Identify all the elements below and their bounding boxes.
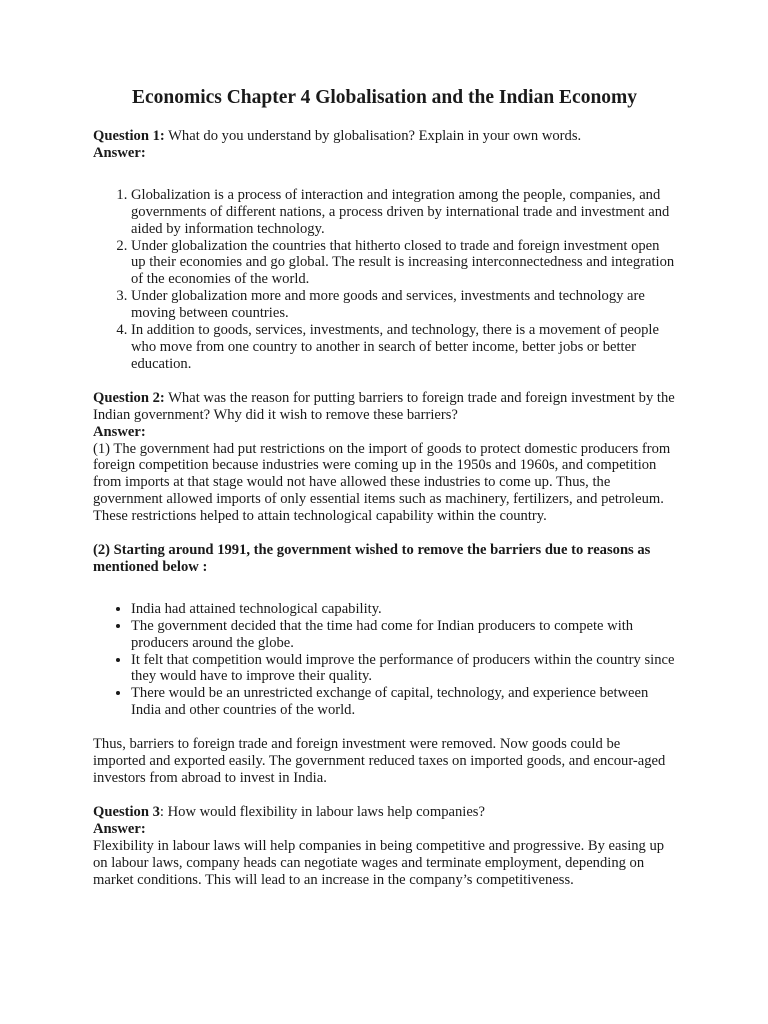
question-2-prompt: [93, 390, 676, 424]
question-3: [93, 804, 676, 889]
question-2-subheading: (2) Starting around 1991, the government wished to remove the barriers due to reasons as mentioned below :: [93, 542, 651, 575]
question-2-label: Question 2:: [93, 389, 165, 406]
list-item: 4. In addition to goods, services, investments, and technology, there is a movement of people who move from one country to another in search of better income, better jobs or better education.: [131, 322, 676, 373]
question-1-answer-list: [93, 187, 676, 373]
list-item: • The government decided that the time had come for Indian producers to compete with producers around the globe.: [131, 618, 676, 652]
question-1-text: What do you understand by globalisation? Explain in your own words.: [164, 128, 582, 144]
question-1: [93, 128, 676, 373]
question-2-part-2: [93, 542, 676, 719]
question-2-conclusion: Thus, barriers to foreign trade and foreign investment were removed. Now goods could be imported and exported easily. The government reduced taxes on imported goods, and encour-aged investors from abroad to invest in India.: [93, 736, 666, 786]
question-2-answer-para-1: (1) The government had put restrictions on the import of goods to protect domestic producers from foreign competition because industries were coming up in the 1950s and 1960s, and competition from imports at that stage would not have allowed these industries to come up. Thus, the government allowed imports of only essential items such as machinery, fertilizers, and petroleum. These restrictions helped to attain technological capability within the country.: [93, 440, 671, 525]
question-2-answer-label: Answer:: [93, 423, 146, 440]
question-3-text: : How would flexibility in labour laws help companies?: [159, 803, 485, 820]
question-1-label: Question 1:: [93, 128, 165, 144]
list-item: 3. Under globalization more and more goods and services, investments and technology are moving between countries.: [131, 288, 676, 322]
question-2-bullet-list: [93, 601, 676, 719]
list-item: • India had attained technological capability.: [131, 601, 676, 618]
question-3-prompt: [93, 804, 676, 821]
question-1-answer-label: Answer:: [93, 144, 146, 161]
list-item: • It felt that competition would improve the performance of producers within the country since they would have to improve their quality.: [131, 652, 676, 686]
question-3-label: Question 3: [93, 803, 160, 820]
list-item: • There would be an unrestricted exchange of capital, technology, and experience between India and other countries of the world.: [131, 685, 676, 719]
list-item: 1. Globalization is a process of interaction and integration among the people, companies, and governments of different nations, a process driven by international trade and investment and aided by information technology.: [131, 187, 676, 238]
question-2: [93, 390, 676, 525]
question-2-text: What was the reason for putting barriers to foreign trade and foreign investment by the Indian government? Why did it wish to remove these barriers?: [93, 389, 675, 423]
page-title: Economics Chapter 4 Globalisation and the Indian Economy: [131, 87, 638, 108]
question-1-prompt: [93, 128, 676, 145]
question-2-conclusion-block: [93, 736, 676, 787]
question-3-answer-label: Answer:: [93, 820, 146, 837]
question-3-answer: Flexibility in labour laws will help companies in being competitive and progressive. By easing up on labour laws, company heads can negotiate wages and terminate employment, depending on market conditions. This will lead to an increase in the company’s competitiveness.: [93, 837, 665, 888]
list-item: 2. Under globalization the countries that hitherto closed to trade and foreign investment open up their economies and go global. The result is increasing interconnectedness and integration of the economies of the world.: [131, 238, 676, 289]
